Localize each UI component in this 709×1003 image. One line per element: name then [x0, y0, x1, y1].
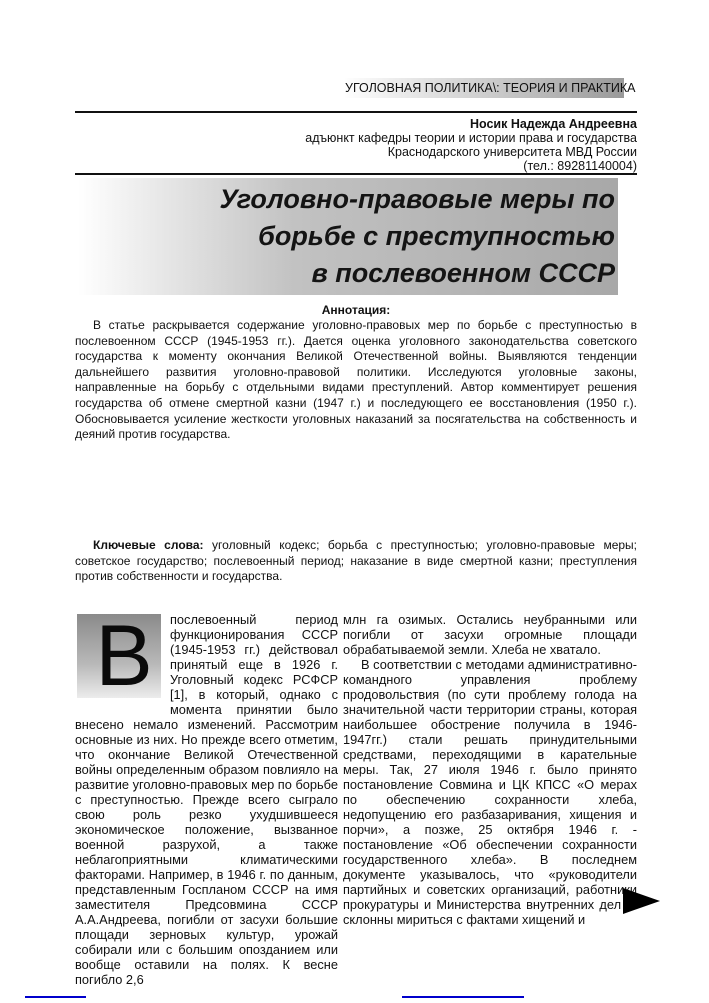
- divider-author-bottom: [75, 173, 637, 175]
- title-line-2: борьбе с преступностью: [258, 221, 615, 251]
- dropcap-box: [77, 608, 161, 704]
- author-block: [75, 117, 637, 173]
- body-column-left: [75, 608, 338, 987]
- next-page-arrow-icon: [623, 888, 660, 914]
- title-line-3: в послевоенном СССР: [311, 258, 615, 288]
- keywords-block: [75, 538, 637, 585]
- author-name: Носик Надежда Андреевна: [469, 117, 637, 131]
- body-column-right: [343, 612, 637, 930]
- body-paragraph-right-2: В соответствии с методами административно-командного управления проблему продовольствия (по сути проблему голода на значительной части территории страны, которая наибольшее обострение получила в 1946-1947гг.) стали решать принудительными средствами, переходящими в карательные меры. Так, 27 июля 1946 г. было принято постановление Совмина и ЦК КПСС «О мерах по обеспечению сохранности хлеба, недопущению его разбазаривания, хищения и порчи», а позже, 25 октября 1946 г. - постановление «Об обеспечении сохранности государственного хлеба». В последнем документе указывалось, что «руководители партийных и советских организаций, работники прокуратуры и Министерства внутренних дел ... склонны мириться с фактами хищений и: [343, 657, 637, 927]
- title-line-1: Уголовно-правовые меры по: [219, 184, 615, 214]
- section-rubric: УГОЛОВНАЯ ПОЛИТИКА\: ТЕОРИЯ И ПРАКТИКА: [345, 78, 624, 98]
- body-paragraph-left: послевоенный период функционирования СССР (1945-1953 гг.) действовал принятый еще в 1926 г. Уголовный кодекс РСФСР [1], в который, однако с момента принятии было внесено немало изменений. Рассмотрим основные из них. Но прежде всего отметим, что окончание Великой Отечественной войны определенным образом повлияло на развитие уголовно-правовых мер по борьбе с преступностью. Прежде всего сыграло свою роль резко ухудшившееся экономическое положение, вызванное военной разрухой, а также неблагоприятными климатическими факторами. Например, в 1946 г. по данным, представленным Госпланом СССР на имя заместителя Предсовмина СССР А.А.Андреева, погибли от засухи большие площади зерновых культур, урожай собирали или с большим опозданием или вообще оставили на полях. К весне погибло 2,6: [75, 612, 338, 987]
- footer-link-underline-2[interactable]: [402, 996, 524, 998]
- article-body: [75, 608, 637, 987]
- dropcap-letter: В: [95, 608, 153, 704]
- keywords-label: Ключевые слова:: [93, 538, 204, 552]
- author-position: адъюнкт кафедры теории и истории права и государства: [305, 131, 637, 145]
- author-phone: (тел.: 89281140004): [523, 159, 637, 173]
- article-title: [78, 178, 618, 295]
- author-university: Краснодарского университета МВД России: [387, 145, 637, 159]
- abstract-heading: Аннотация:: [321, 303, 391, 317]
- keywords-text: уголовный кодекс; борьба с преступностью; уголовно-правовые меры; советское государство; послевоенный период; наказание в виде смертной казни; преступления против собственности и государства.: [75, 538, 637, 584]
- body-paragraph-right-1: млн га озимых. Остались неубранными или погибли от засухи огромные площади обрабатываемой земли. Хлеба не хватало.: [343, 612, 637, 657]
- abstract-text: В статье раскрывается содержание уголовно-правовых мер по борьбе с преступностью в послевоенном СССР (1945-1953 гг.). Дается оценка уголовного законодательства советского государства к моменту окончания Великой Отечественной войны. Выявляются тенденции дальнейшего развития уголовно-правовой политики. Исследуются уголовные законы, направленные на борьбу с отдельными видами преступлений. Автор комментирует решения государства об отмене смертной казни (1947 г.) и последующего ее восстановления (1950 г.). Обосновывается усиление жесткости уголовных наказаний за посягательства на собственность и деяний против государства.: [75, 318, 637, 442]
- divider-top: [75, 111, 637, 113]
- footer-link-underline-1[interactable]: [25, 996, 86, 998]
